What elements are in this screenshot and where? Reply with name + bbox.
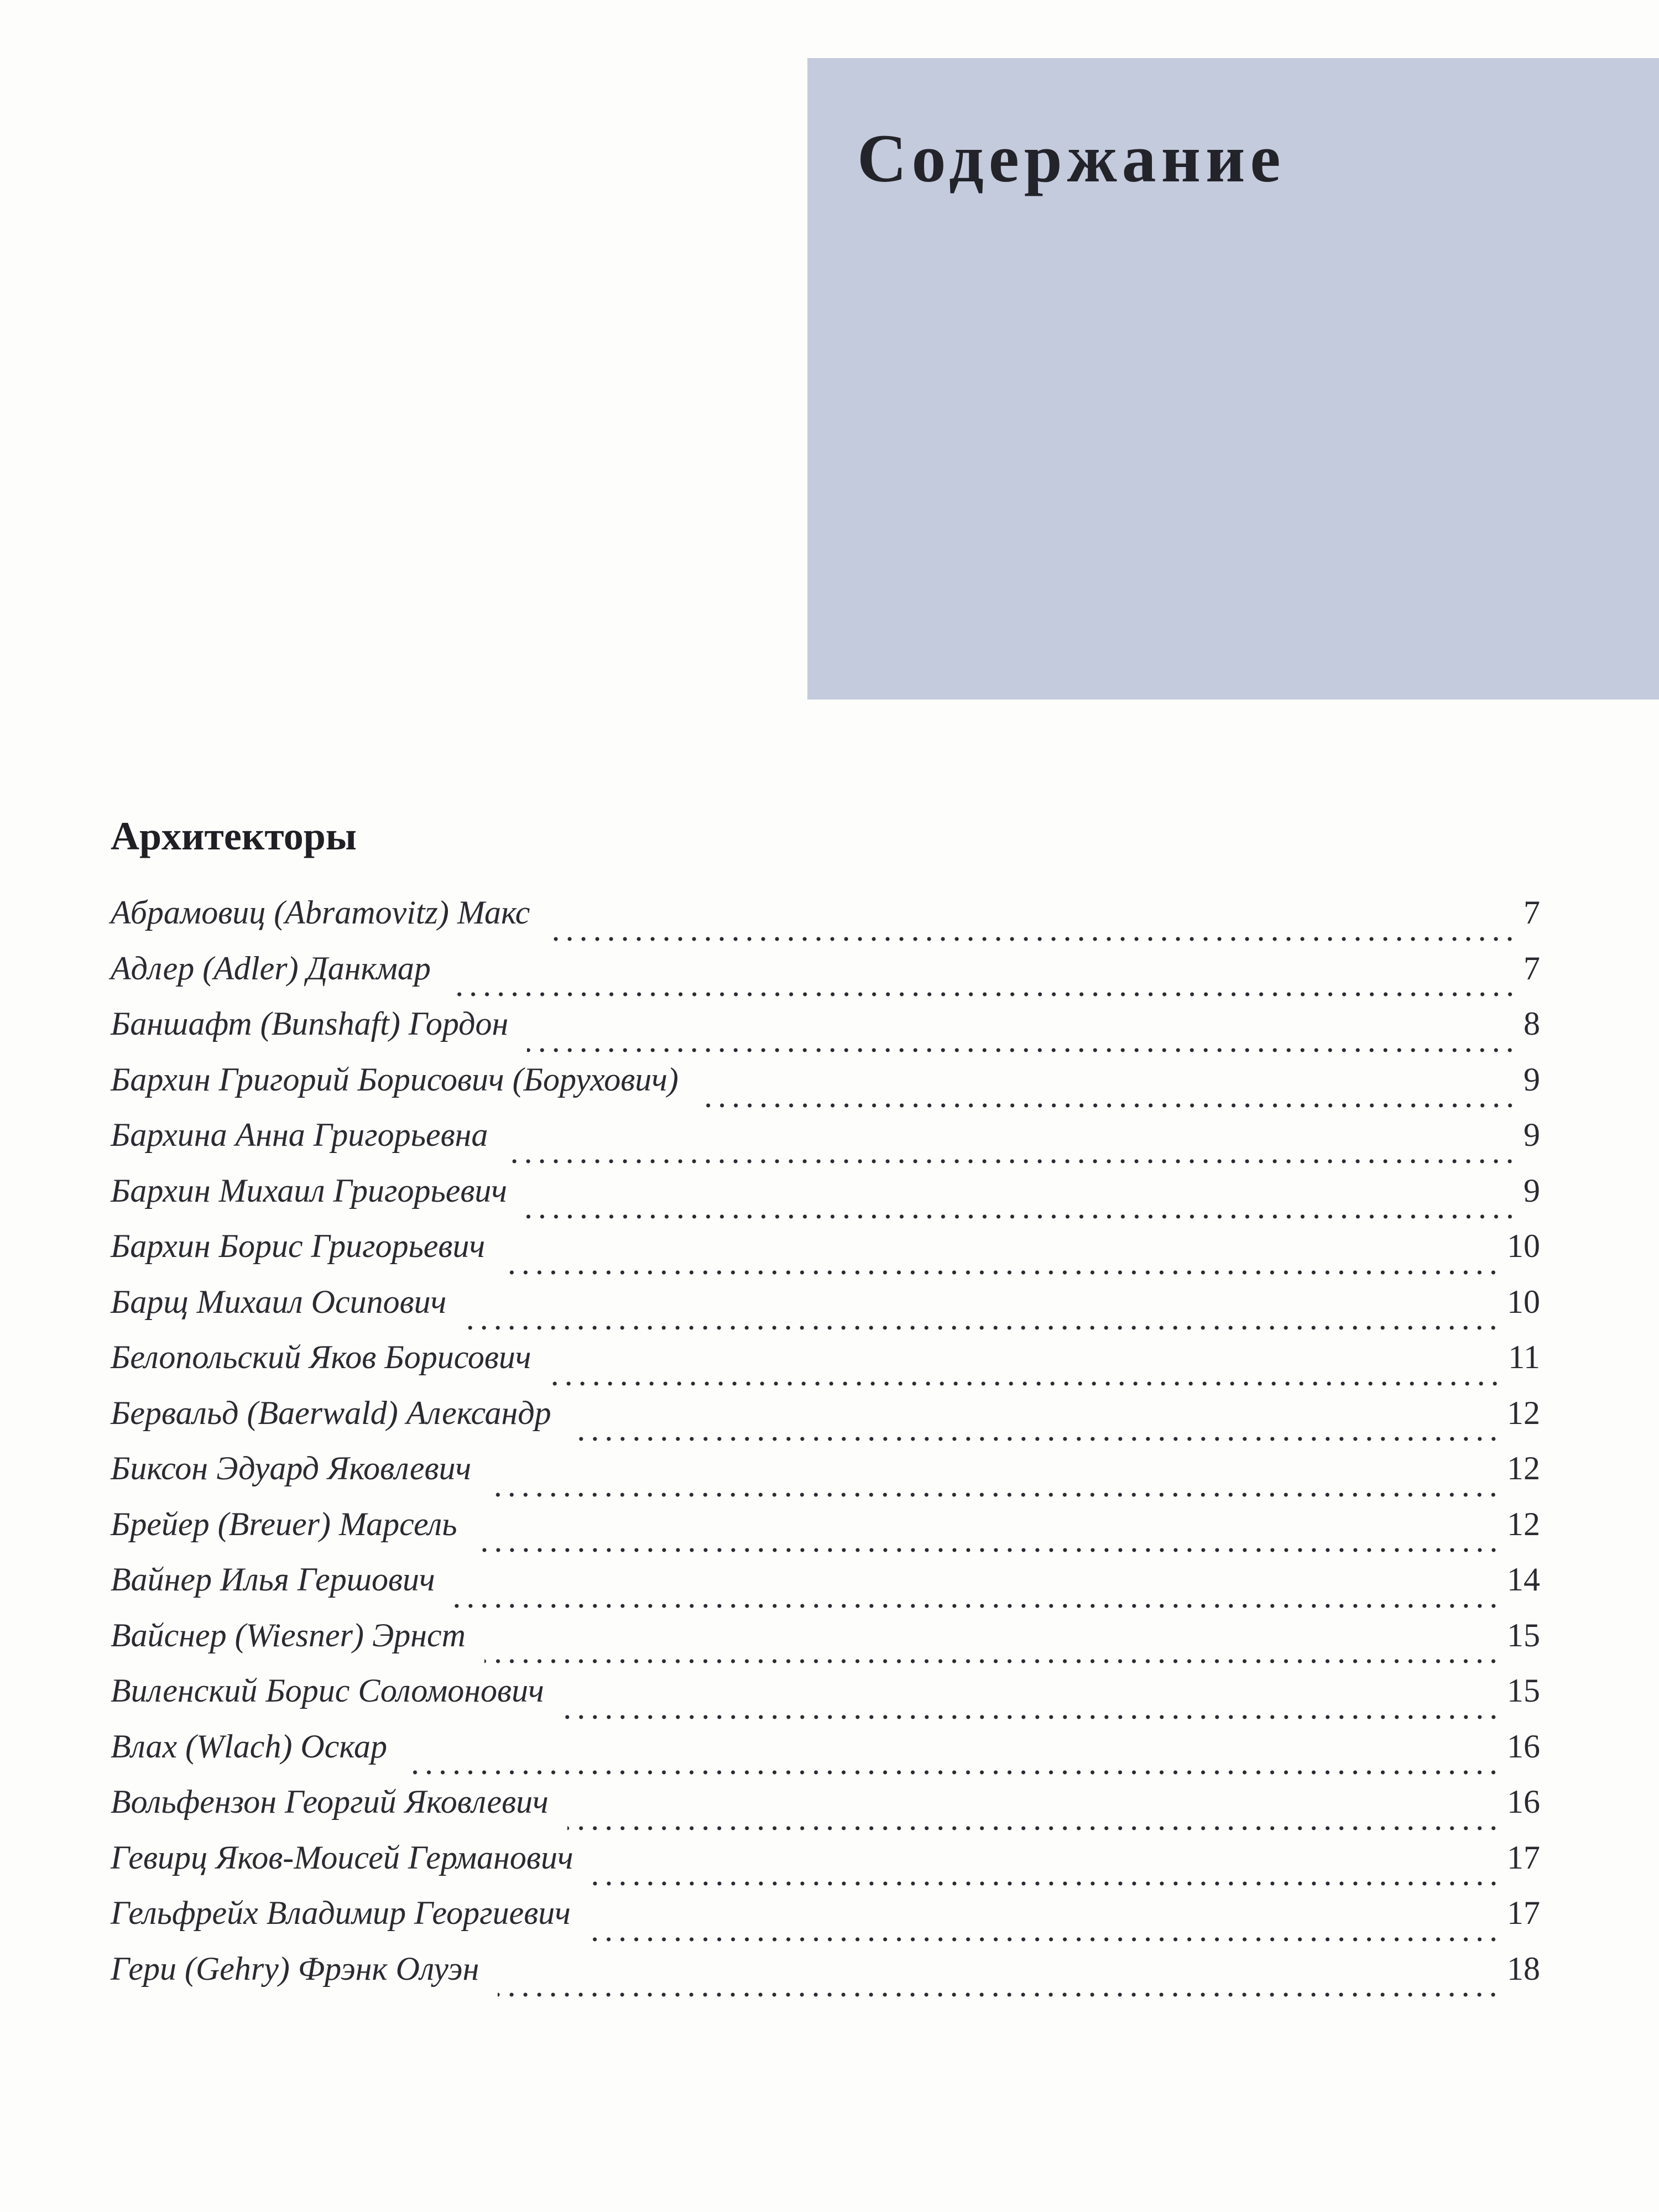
toc-page-number: 15 <box>1507 1616 1540 1653</box>
toc-page-number: 12 <box>1507 1394 1540 1431</box>
toc-page-number: 11 <box>1508 1339 1540 1375</box>
toc-entry-name: Гери (Gehry) Фрэнк Олуэн <box>111 1950 479 1987</box>
toc-dot-leader <box>507 1159 1517 1164</box>
toc-dot-leader <box>527 1047 1517 1053</box>
toc-entry-name: Биксон Эдуард Яковлевич <box>111 1450 472 1486</box>
toc-entry-name: Бархин Григорий Борисович (Борухович) <box>111 1061 679 1098</box>
toc-entry-name: Влах (Wlach) Оскар <box>111 1728 387 1765</box>
toc-page-number: 17 <box>1507 1839 1540 1876</box>
toc-page-number: 15 <box>1507 1672 1540 1709</box>
toc-page-number: 12 <box>1507 1505 1540 1542</box>
toc-entry[interactable] <box>111 1841 1540 1897</box>
toc-page-number: 7 <box>1524 950 1540 987</box>
toc-entry[interactable] <box>111 952 1540 1008</box>
toc-dot-leader <box>484 1658 1500 1664</box>
toc-dot-leader <box>454 1603 1500 1609</box>
toc-dot-leader <box>589 1937 1500 1942</box>
toc-page-number: 18 <box>1507 1950 1540 1987</box>
toc-entry-name: Бервальд (Baerwald) Александр <box>111 1394 551 1431</box>
toc-dot-leader <box>498 1992 1500 1997</box>
page-title: Содержание <box>857 121 1286 196</box>
toc-page-number: 10 <box>1507 1283 1540 1320</box>
toc-entry-name: Вайнер Илья Гершович <box>111 1561 435 1598</box>
toc-entry-name: Белопольский Яков Борисович <box>111 1339 531 1375</box>
toc-entry-name: Гельфрейх Владимир Георгиевич <box>111 1895 571 1931</box>
section-heading: Архитекторы <box>111 814 357 858</box>
toc-page-number: 9 <box>1524 1061 1540 1098</box>
toc-dot-leader <box>570 1436 1500 1442</box>
toc-entry-name: Бархина Анна Григорьевна <box>111 1117 488 1153</box>
toc-entry[interactable] <box>111 1174 1540 1230</box>
toc-entry-name: Баншафт (Bunshaft) Гордон <box>111 1005 509 1042</box>
toc-page-number: 14 <box>1507 1561 1540 1598</box>
toc-dot-leader <box>549 936 1517 942</box>
toc-page-number: 12 <box>1507 1450 1540 1486</box>
toc-page-number: 16 <box>1507 1783 1540 1820</box>
toc-entry-name: Виленский Борис Соломонович <box>111 1672 544 1709</box>
toc-entry-name: Абрамовиц (Abramovitz) Макс <box>111 894 530 931</box>
toc-entry[interactable] <box>111 1896 1540 1952</box>
toc-entry-name: Бархин Борис Григорьевич <box>111 1228 486 1264</box>
title-block <box>807 58 1659 700</box>
toc-dot-leader <box>476 1547 1500 1553</box>
toc-entry-name: Вольфензон Георгий Яковлевич <box>111 1783 549 1820</box>
toc-entry[interactable] <box>111 1785 1540 1841</box>
toc-entry-name: Вайснер (Wiesner) Эрнст <box>111 1616 466 1653</box>
toc-entry-name: Барщ Михаил Осипович <box>111 1283 447 1320</box>
toc-page-number: 8 <box>1524 1005 1540 1042</box>
toc-entry[interactable] <box>111 1952 1540 2008</box>
toc-entry-name: Бархин Михаил Григорьевич <box>111 1172 508 1209</box>
toc-dot-leader <box>526 1214 1517 1219</box>
toc-entry[interactable] <box>111 1507 1540 1563</box>
toc-dot-leader <box>465 1325 1500 1331</box>
toc-page-number: 9 <box>1524 1172 1540 1209</box>
toc-entry[interactable] <box>111 1118 1540 1174</box>
toc-dot-leader <box>504 1270 1500 1275</box>
toc-entry[interactable] <box>111 896 1540 952</box>
toc-page-number: 17 <box>1507 1895 1540 1931</box>
toc-entry[interactable] <box>111 1340 1540 1396</box>
toc-dot-leader <box>592 1881 1500 1886</box>
toc-page-number: 16 <box>1507 1728 1540 1765</box>
toc-list <box>111 896 1540 2007</box>
toc-entry[interactable] <box>111 1229 1540 1285</box>
toc-dot-leader <box>490 1492 1500 1498</box>
toc-page-number: 7 <box>1524 894 1540 931</box>
toc-dot-leader <box>563 1714 1500 1720</box>
toc-entry[interactable] <box>111 1616 1540 1674</box>
toc-dot-leader <box>406 1770 1500 1775</box>
toc-page-number: 10 <box>1507 1228 1540 1264</box>
toc-entry-name: Брейер (Breuer) Марсель <box>111 1505 457 1542</box>
toc-entry-name: Адлер (Adler) Данкмар <box>111 950 431 987</box>
toc-entry[interactable] <box>111 1396 1540 1452</box>
toc-dot-leader <box>567 1825 1500 1831</box>
toc-entry[interactable] <box>111 1730 1540 1786</box>
toc-entry[interactable] <box>111 1063 1540 1119</box>
toc-entry[interactable] <box>111 1452 1540 1507</box>
toc-entry-name: Гевирц Яков-Моисей Германович <box>111 1839 573 1876</box>
toc-page-number: 9 <box>1524 1117 1540 1153</box>
toc-entry[interactable] <box>111 1563 1540 1619</box>
toc-entry[interactable] <box>111 1674 1540 1730</box>
toc-entry[interactable] <box>111 1007 1540 1063</box>
toc-dot-leader <box>550 1381 1502 1386</box>
toc-entry[interactable] <box>111 1285 1540 1341</box>
toc-dot-leader <box>450 992 1517 997</box>
toc-dot-leader <box>697 1103 1517 1108</box>
